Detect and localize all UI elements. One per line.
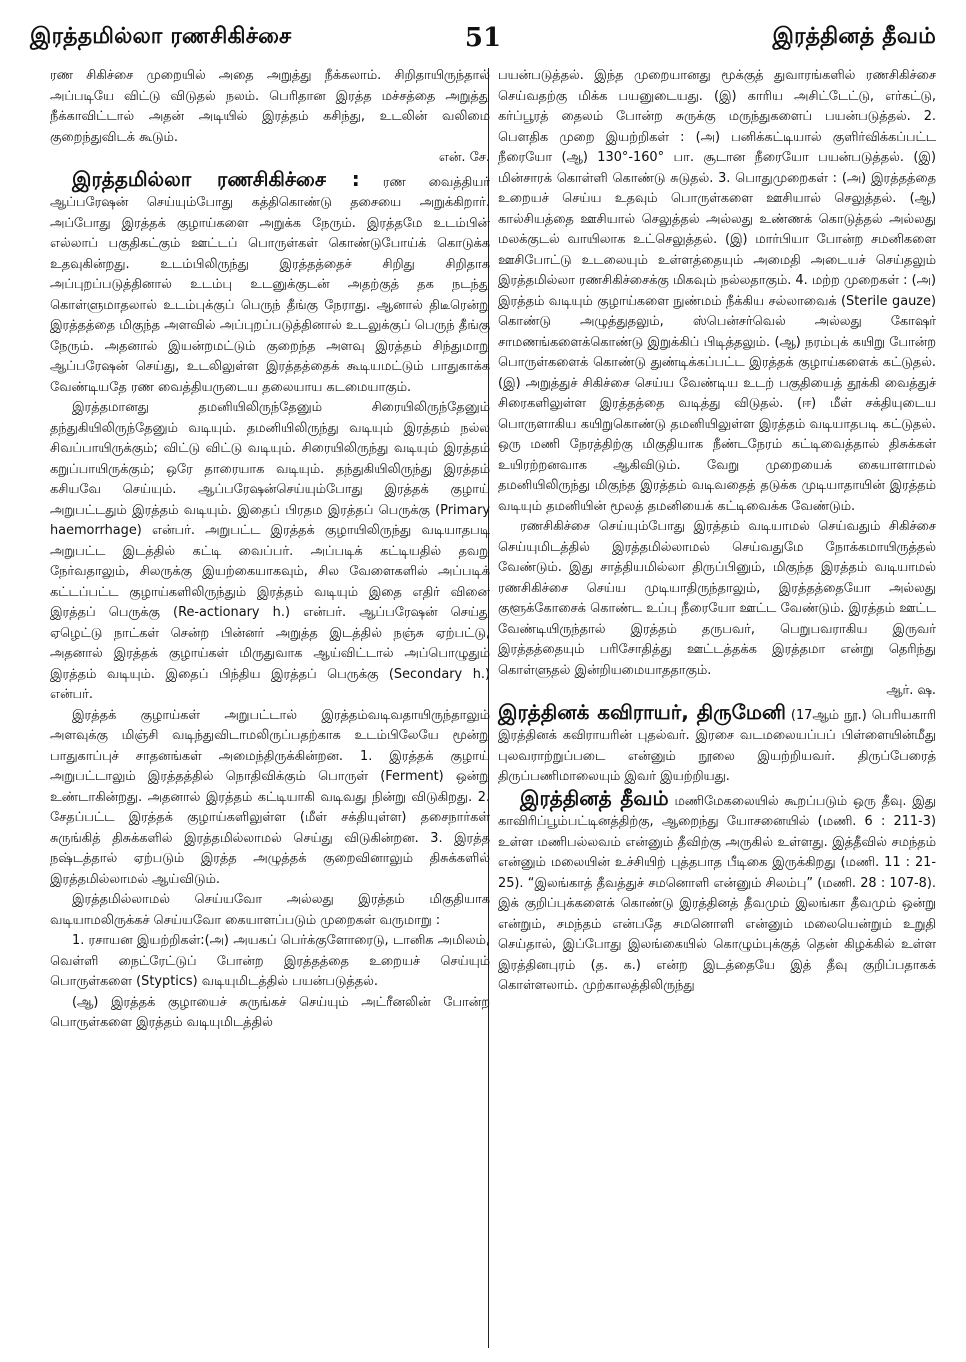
page-number: 51 bbox=[464, 23, 502, 53]
entry-heading: இரத்தமில்லா ரணசிகிச்சை : bbox=[72, 166, 360, 191]
entry-heading: இரத்தினத் தீவம் bbox=[520, 785, 669, 810]
entry-paragraph bbox=[50, 166, 490, 399]
left-column bbox=[50, 66, 490, 1034]
paragraph: பயன்படுத்தல். இந்த முறையானது மூக்குத் துவாரங்களில் ரணசிகிச்சை செய்வதற்கு மிக்க பயனுடையது. (இ) காரிய அசிட்டேட்டு, எர்கட்டு, கர்ப்பூரத் தைலம் போன்ற சுருக்கு மருந்துகளைப் பயன்படுத்தல். 2. பௌதிக முறை இயற்றிகள் : (அ) பனிக்கட்டியால் குளிர்விக்கப்பட்ட நீரையோ (ஆ) 130°-160° பா. சூடான நீரையோ பயன்படுத்தல். (இ) மின்சாரக் கொள்ளி கொண்டு சுடுதல். 3. பொதுமுறைகள் : (அ) இரத்தத்தை உறையச் செய்ய உதவும் பொருள்களை ஊசியால் செலுத்தல். (ஆ) கால்சியத்தை ஊசியால் செலுத்தல் அல்லது உண்ணக் கொடுத்தல் அல்லது மலக்குடல் வாயிலாக உட்செலுத்தல். (இ) மார்பியா போன்ற சமனிகளை ஊசிபோட்டு உடலையும் உள்ளத்தையும் அமைதி அடையச் செய்தலும் இரத்தமில்லா ரணசிகிச்சைக்கு மிகவும் நல்லதாகும். 4. மற்ற முறைகள் : (அ) இரத்தம் வடியும் குழாய்களை நுண்மம் நீக்கிய சல்லாவைக் (Sterile gauze) கொண்டு அழுத்துதலும், ஸ்பென்சர்வெல் அல்லது கோஷர் சாமணங்களைக்கொண்டு இறுக்கிப் பிடித்தலும். (ஆ) நரம்புக் கயிறு போன்ற பொருள்களைக் கொண்டு துண்டிக்கப்பட்ட இரத்தக் குழாய்களைக் கட்டுதல். (இ) அறுத்துச் சிகிச்சை செய்ய வேண்டிய உடற் பகுதியைத் தூக்கி வைத்துச் சிரைகளிலுள்ள இரத்தத்தை வடித்து விடுதல். (ஈ) மீள் சக்தியுடைய பொருளாகிய கயிறுகொண்டு தமனியிலுள்ள இரத்தம் வடியாதபடி கட்டுதல். ஒரு மணி நேரத்திற்கு மிகுதியாக நீண்டநேரம் கட்டிவைத்தால் திசுக்கள் உயிரற்றனவாக ஆகிவிடும். வேறு முறையைக் கையாளாமல் தமனியிலிருந்து மிகுந்த இரத்தம் வடிவதைத் தடுக்க முடியாதாயின் இரத்தம் வடியும் தமனியின் மூலத் தமனியைக் கட்டிவைக்க வேண்டும். bbox=[498, 68, 936, 514]
author-signature: ஆர். ஷ. bbox=[886, 683, 936, 698]
paragraph: (ஆ) இரத்தக் குழாயைச் சுருங்கச் செய்யும் அட்ரீனலின் போன்ற பொருள்களை இரத்தம் வடியுமிடத்தில் bbox=[50, 994, 490, 1030]
entry-text: ரண வைத்தியர் ஆப்பரேஷன் செய்யும்போது கத்திகொண்டு தசையை அறுக்கிறார். அப்போது இரத்தக் குழாய்களை அறுக்க நேரும். இரத்தமே உடம்பின் எல்லாப் பகுதிகட்கும் ஊட்டப் பொருள்கள் கொண்டுபோய்க் கொடுக்க உதவுகின்றது. உடம்பிலிருந்து இரத்தத்தைச் சிறிது சிறிதாக அப்புறப்படுத்தினால் உடம்பு உடனுக்குடன் அதற்குத் தக நடந்து கொள்ளுமாதலால் உடம்புக்குப் பெருந் தீங்கு நேராது. ஆனால் திடீரென்று இரத்தத்தை மிகுந்த அளவில் அப்புறப்படுத்தினால் உடலுக்குப் பெருந் தீங்கு நேரும். அதனால் இயன்றமட்டும் குறைந்த அளவு இரத்தம் சிந்துமாறு ஆப்பரேஷன் செய்து, உடலிலுள்ள இரத்தத்தைக் கூடியமட்டும் பாதுகாக்க வேண்டியதே ரண வைத்தியருடைய தலையாய கடமையாகும். bbox=[50, 174, 490, 395]
entry-heading: இரத்தினக் கவிராயர், திருமேனி bbox=[498, 699, 786, 724]
right-column bbox=[498, 66, 936, 997]
paragraph: ரணசிகிச்சை செய்யும்போது இரத்தம் வடியாமல் செய்வதும் சிகிச்சை செய்யுமிடத்தில் இரத்தமில்லாமல் செய்வதுமே நோக்கமாயிருத்தல் வேண்டும். இது சாத்தியமில்லா திருப்பினும், மிகுந்த இரத்தம் வடியாமல் ரணசிகிச்சை செய்ய முடியாதிருந்தாலும், இரத்தத்தையோ அல்லது குளூக்கோசைக் கொண்ட உப்பு நீரையோ ஊட்ட வேண்டும். இரத்தம் ஊட்ட வேண்டியிருந்தால் இரத்தம் தருபவர், பெறுபவராகிய இருவர் இரத்தத்தையும் பரிசோதித்து ஊட்டத்தக்க இரத்தமா என்று தெரிந்து கொள்ளுதல் இன்றியமையாததாகும். bbox=[498, 519, 937, 678]
entry-text: மணிமேகலையில் கூறப்படும் ஒரு தீவு. இது காவிரிப்பூம்பட்டினத்திற்கு, ஆறைந்து யோசனையில் (மணி. 6 : 211-3) உள்ள மணிபல்லவம் என்னும் தீவிற்கு அருகில் உள்ளது. இத்தீவில் சமந்தம் என்னும் மலையின் உச்சியிற் புத்தபாத பீடிகை இருக்கிறது (மணி. 11 : 21-25). “இலங்காத் தீவத்துச் சமனொளி என்னும் சிலம்பு” (மணி. 28 : 107-8). இக் குறிப்புக்களைக் கொண்டு இரத்தினத் தீவமும் இலங்கா தீவமும் ஒன்று என்றும், சமந்தம் என்பதே சமனொளி என்னும் மலையென்றும் உறுதி செய்தால், இப்போது இலங்கையில் கொழும்புக்குத் தென் கிழக்கில் உள்ள இரத்தினபுரம் (த. க.) என்ற இடத்தையே இத் தீவு குறிப்பதாகக் கொள்ளலாம். முற்காலத்திலிருந்து bbox=[498, 793, 936, 993]
paragraph: இரத்தக் குழாய்கள் அறுபட்டால் இரத்தம்வடிவதாயிருந்தாலும் அளவுக்கு மிஞ்சி வடிந்துவிடாமலிருப்பதற்காக உடம்பிலேயே மூன்று பாதுகாப்புச் சாதனங்கள் அமைந்திருக்கின்றன. 1. இரத்தக் குழாய் அறுபட்டாலும் இரத்தத்தில் நொதிவிக்கும் பொருள் (Ferment) ஒன்று உண்டாகின்றது. அதனால் இரத்தம் கட்டியாகி வடிவது நின்று விடுகிறது. 2. சேதப்பட்ட இரத்தக் குழாய்களிலுள்ள (மீள் சக்தியுள்ள) தசைநார்கள் சுருங்கித் திசுக்களில் இரத்தமில்லாமல் செய்து விடுகின்றன. 3. இரத்த நஷ்டத்தால் ஏற்படும் இரத்த அழுத்தக் குறைவினாலும் திசுக்களில் இரத்தமில்லாமல் ஆய்விடும். bbox=[50, 707, 490, 887]
header-right-title: இரத்தினத் தீவம் bbox=[772, 24, 936, 49]
author-signature: என். சே. bbox=[438, 150, 490, 165]
paragraph: 1. ரசாயன இயற்றிகள்:(அ) அயகப் பெர்க்குளோரைடு, டானிக அமிலம், வெள்ளி நைட்ரேட்டுப் போன்ற இரத்தத்தை உறையச் செய்யும் பொருள்களை (Styptics) வடியுமிடத்தில் பயன்படுத்தல். bbox=[50, 933, 490, 989]
header-left-title: இரத்தமில்லா ரணசிகிச்சை bbox=[30, 24, 292, 49]
entry-text: (17ஆம் நூ.) பெரியகாரி இரத்தினக் கவிராயரின் புதல்வர். இரசை வடமலையப்பப் பிள்ளையின்மீது புலவராற்றுப்படை என்னும் நூலை இயற்றியவர். திருப்பேரைத் திருப்பணிமாலையும் இவர் இயற்றியது. bbox=[498, 707, 936, 784]
entry-paragraph bbox=[498, 785, 936, 997]
page-header bbox=[30, 20, 936, 56]
paragraph: ரண சிகிச்சை முறையில் அதை அறுத்து நீக்கலாம். சிறிதாயிருந்தால் அப்படியே விட்டு விடுதல் நலம். பெரிதான இரத்த மச்சத்தை அறுத்து நீக்காவிட்டால் அதன் அடியில் இரத்தம் கசிந்து, உடலின் வலிமை குறைந்துவிடக் கூடும். bbox=[50, 68, 490, 145]
entry-paragraph bbox=[498, 699, 936, 788]
paragraph: இரத்தமானது தமனியிலிருந்தேனும் சிரையிலிருந்தேனும் தந்துகியிலிருந்தேனும் வடியும். தமனியிலிருந்து வடியும் இரத்தம் நல்ல சிவப்பாயிருக்கும்; விட்டு விட்டு வடியும். சிரையிலிருந்து வடியும் இரத்தம் கறுப்பாயிருக்கும்; ஒரே தாரையாக வடியும். தந்துகியிலிருந்து இரத்தம் கசியவே செய்யும். ஆப்பரேஷன்செய்யும்போது இரத்தக் குழாய் அறுபட்டதும் இரத்தம் வடியும். இதைப் பிரதம இரத்தப் பெருக்கு (Primary haemorrhage) என்பர். அறுபட்ட இரத்தக் குழாயிலிருந்து வடியாதபடி அறுபட்ட இடத்தில் கட்டி வைப்பர். அப்படிக் கட்டியதில் தவறு நேர்வதாலும், சிலருக்கு இயற்கையாகவும், சில வேளைகளில் அப்படிக் கட்டப்பட்ட குழாய்களிலிருந்தும் இரத்தம் வடியும் இதை எதிர் வினை இரத்தப் பெருக்கு (Re-actionary h.) என்பர். ஆப்பரேஷன் செய்து ஏழெட்டு நாட்கள் சென்ற பின்னர் அறுத்த இடத்தில் நஞ்சு ஏற்பட்டு, அதனால் இரத்தக் குழாய்கள் மிருதுவாக ஆய்விட்டால் அப்பொழுதும் இரத்தம் வடியும். இதைப் பிந்திய இரத்தப் பெருக்கு (Secondary h.) என்பர். bbox=[50, 400, 490, 702]
paragraph: இரத்தமில்லாமல் செய்யவோ அல்லது இரத்தம் மிகுதியாக வடியாமலிருக்கச் செய்யவோ கையாளப்படும் முறைகள் வருமாறு : bbox=[50, 892, 490, 928]
